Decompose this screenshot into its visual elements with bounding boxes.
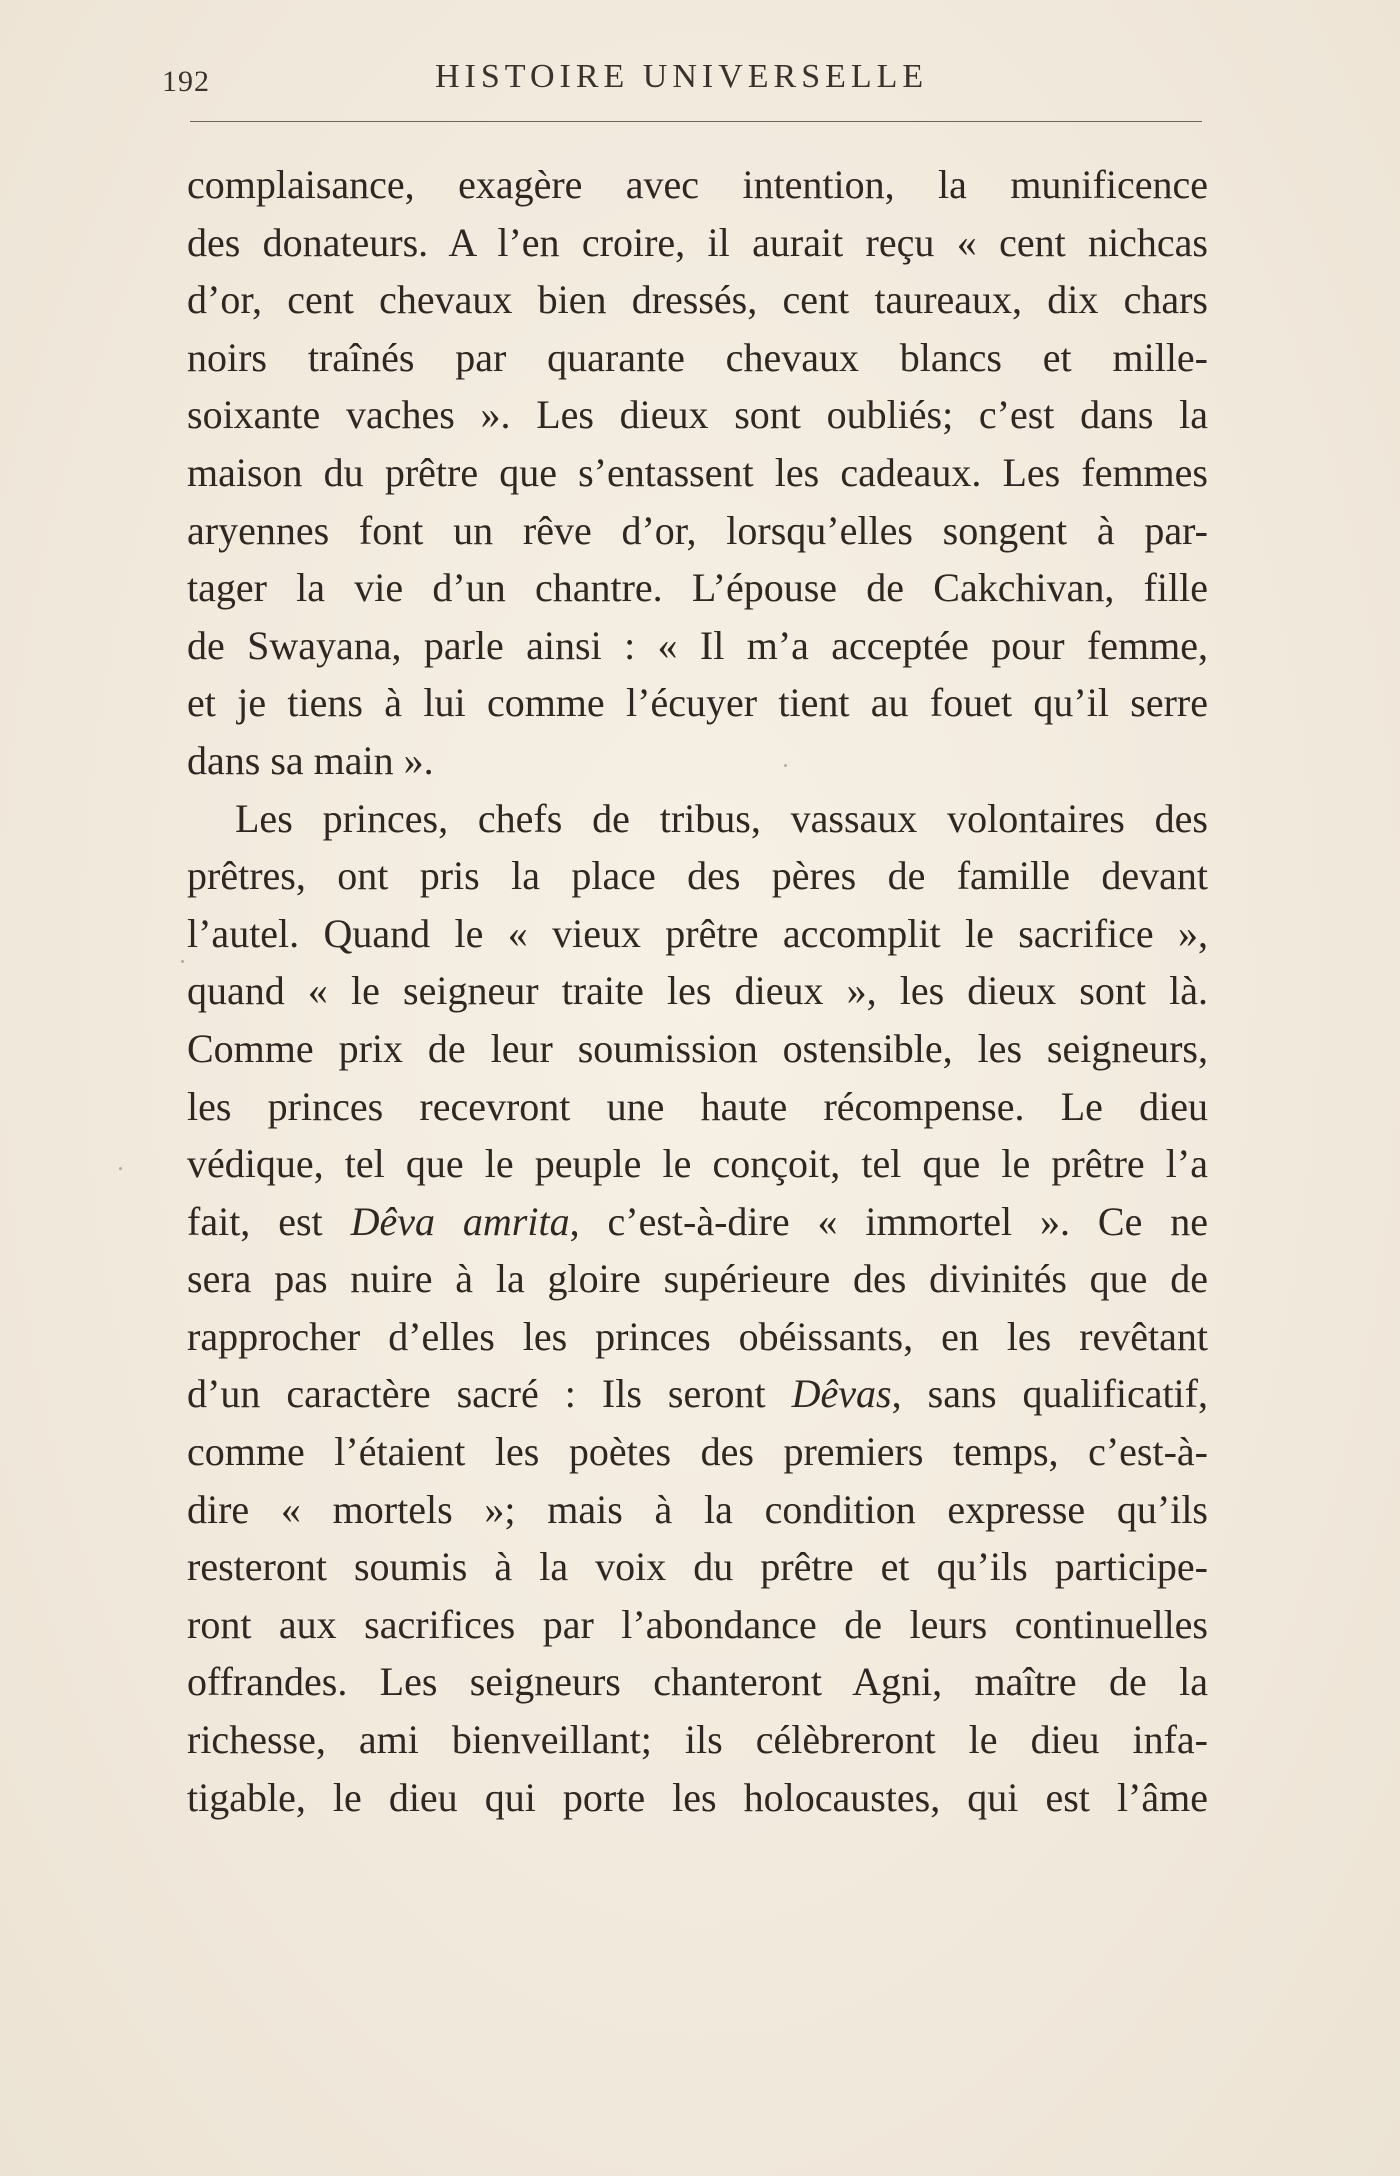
text-line: tager la vie d’un chantre. L’épouse de Cakchivan, fille bbox=[187, 565, 1208, 611]
text-segment: , sans qualificatif, bbox=[891, 1371, 1208, 1417]
text-line-with-italic bbox=[187, 1365, 1208, 1423]
text-line: soixante vaches ». Les dieux sont oubliés; c’est dans la bbox=[187, 392, 1208, 438]
header-rule bbox=[190, 121, 1202, 122]
text-line: aryennes font un rêve d’or, lorsqu’elles songent à par- bbox=[187, 507, 1208, 553]
running-title: HISTOIRE UNIVERSELLE bbox=[435, 58, 929, 95]
italic-term: Dêva amrita bbox=[350, 1198, 570, 1244]
text-line: sera pas nuire à la gloire supérieure des divinités que de bbox=[187, 1256, 1208, 1302]
text-segment: d’un caractère sacré : Ils seront bbox=[187, 1371, 792, 1417]
text-line: des donateurs. A l’en croire, il aurait reçu « cent nichcas bbox=[187, 219, 1208, 265]
text-line: tigable, le dieu qui porte les holocaustes, qui est l’âme bbox=[187, 1774, 1208, 1820]
page-number: 192 bbox=[162, 65, 210, 98]
text-line: richesse, ami bienveillant; ils célèbreront le dieu infa- bbox=[187, 1717, 1208, 1763]
text-line: prêtres, ont pris la place des pères de famille devant bbox=[187, 853, 1208, 899]
text-line: comme l’étaient les poètes des premiers temps, c’est-à- bbox=[187, 1429, 1208, 1475]
paper-speck bbox=[119, 1167, 122, 1170]
text-segment: , c’est-à-dire « immortel ». Ce ne bbox=[569, 1198, 1209, 1244]
text-line: l’autel. Quand le « vieux prêtre accomplit le sacrifice », bbox=[187, 910, 1208, 956]
paper-speck bbox=[784, 764, 787, 767]
italic-term: Dêvas bbox=[791, 1371, 892, 1417]
text-line: rapprocher d’elles les princes obéissants, en les revêtant bbox=[187, 1313, 1208, 1359]
paper-speck bbox=[181, 960, 184, 963]
text-line: resteront soumis à la voix du prêtre et qu’ils participe- bbox=[187, 1544, 1208, 1590]
text-line: dire « mortels »; mais à la condition expresse qu’ils bbox=[187, 1486, 1208, 1532]
page-header bbox=[162, 52, 1205, 102]
text-line: védique, tel que le peuple le conçoit, tel que le prêtre l’a bbox=[187, 1141, 1208, 1187]
body-text bbox=[187, 156, 1208, 1826]
text-line: noirs traînés par quarante chevaux blancs et mille- bbox=[187, 334, 1208, 380]
text-segment: fait, est bbox=[187, 1198, 351, 1244]
text-line-with-italic bbox=[187, 1193, 1208, 1251]
text-line: quand « le seigneur traite les dieux », les dieux sont là. bbox=[187, 968, 1208, 1014]
text-line: Comme prix de leur soumission ostensible, les seigneurs, bbox=[187, 1025, 1208, 1071]
text-line: offrandes. Les seigneurs chanteront Agni, maître de la bbox=[187, 1659, 1208, 1705]
paragraph-end-line: dans sa main ». bbox=[187, 737, 434, 783]
text-line: maison du prêtre que s’entassent les cadeaux. Les femmes bbox=[187, 449, 1208, 495]
text-line: de Swayana, parle ainsi : « Il m’a acceptée pour femme, bbox=[187, 622, 1208, 668]
text-line: complaisance, exagère avec intention, la munificence bbox=[187, 162, 1208, 207]
paragraph-start-line: Les princes, chefs de tribus, vassaux volontaires des bbox=[235, 795, 1208, 841]
text-line: ront aux sacrifices par l’abondance de leurs continuelles bbox=[187, 1601, 1208, 1647]
text-line: et je tiens à lui comme l’écuyer tient au fouet qu’il serre bbox=[187, 680, 1208, 726]
text-line: d’or, cent chevaux bien dressés, cent taureaux, dix chars bbox=[187, 277, 1208, 323]
text-line: les princes recevront une haute récompense. Le dieu bbox=[187, 1083, 1208, 1129]
